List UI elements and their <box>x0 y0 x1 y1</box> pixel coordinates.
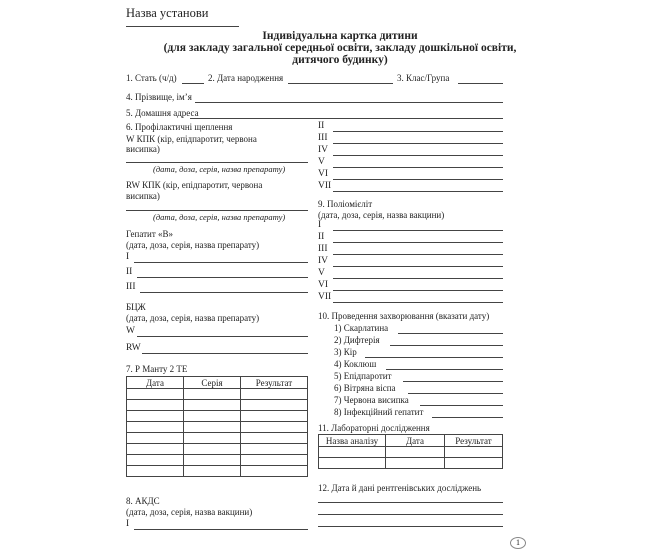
table-cell[interactable] <box>127 422 184 433</box>
class-field[interactable] <box>458 83 503 84</box>
column-header: Результат <box>445 435 503 447</box>
polio-dose-iii-label: III <box>318 244 328 254</box>
table-cell[interactable] <box>184 389 241 400</box>
address-field[interactable] <box>190 118 503 119</box>
rw-kpk-field[interactable] <box>126 210 308 211</box>
xray-field-1[interactable] <box>318 502 503 503</box>
title-line-2: (для закладу загальної середньої освіти, закладу дошкільної освіти, <box>163 42 517 54</box>
table-cell[interactable] <box>127 455 184 466</box>
xray-field-3[interactable] <box>318 526 503 527</box>
kpk-dose-iv-label: IV <box>318 145 329 155</box>
dtp-dose-1-field[interactable] <box>134 529 308 530</box>
polio-dose-i-label: I <box>318 220 322 230</box>
column-header: Дата <box>386 435 445 447</box>
sex-label: 1. Стать (ч/д) <box>126 73 177 83</box>
hepb-dose-3-label: III <box>126 282 136 292</box>
xray-field-2[interactable] <box>318 514 503 515</box>
bcg-label: БЦЖ <box>126 302 146 312</box>
disease-1-field[interactable] <box>398 333 503 334</box>
kpk-dose-vi-label: VI <box>318 169 329 179</box>
mantoux-heading: 7. Р Манту 2 ТЕ <box>126 364 188 374</box>
w-kpk-label: W КПК (кір, епідпаротит, червона <box>126 134 257 144</box>
table-cell[interactable] <box>127 466 184 477</box>
birth-field[interactable] <box>288 83 393 84</box>
disease-6-field[interactable] <box>408 393 503 394</box>
lab-table <box>318 434 503 469</box>
page-number: 1 <box>510 537 526 549</box>
kpk-dose-iv-field[interactable] <box>333 155 503 156</box>
title-line-3: дитячого будинку) <box>292 54 388 66</box>
bcg-hint: (дата, доза, серія, назва препарату) <box>126 313 260 323</box>
dtp-hint: (дата, доза, серія, назва вакцини) <box>126 507 253 517</box>
polio-dose-iv-label: IV <box>318 256 329 266</box>
hepb-dose-3-field[interactable] <box>140 292 308 293</box>
disease-8-field[interactable] <box>432 417 503 418</box>
polio-dose-i-field[interactable] <box>333 230 503 231</box>
kpk-dose-vii-field[interactable] <box>333 191 503 192</box>
table-cell[interactable] <box>386 447 445 458</box>
disease-2-label: 2) Дифтерія <box>334 335 380 345</box>
disease-4-label: 4) Коклюш <box>334 359 377 369</box>
table-row[interactable] <box>319 458 503 469</box>
w-kpk-field[interactable] <box>126 162 308 163</box>
kpk-dose-vii-label: VII <box>318 181 332 191</box>
vaccinations-heading: 6. Профілактичні щеплення <box>126 122 233 132</box>
table-cell[interactable] <box>241 466 308 477</box>
hepb-dose-1-label: I <box>126 252 130 262</box>
table-cell[interactable] <box>184 466 241 477</box>
bcg-w-field[interactable] <box>137 336 308 337</box>
address-label: 5. Домашня адреса <box>126 108 199 118</box>
bcg-rw-field[interactable] <box>142 353 308 354</box>
polio-dose-vi-label: VI <box>318 280 329 290</box>
table-cell[interactable] <box>184 422 241 433</box>
disease-3-field[interactable] <box>365 357 503 358</box>
disease-7-field[interactable] <box>420 405 503 406</box>
table-cell[interactable] <box>184 433 241 444</box>
table-cell[interactable] <box>241 444 308 455</box>
hepatitis-b-hint: (дата, доза, серія, назва препарату) <box>126 240 260 250</box>
polio-dose-vi-field[interactable] <box>333 290 503 291</box>
hepatitis-b-label: Гепатит «В» <box>126 229 174 239</box>
column-header: Дата <box>127 377 184 389</box>
polio-dose-vii-label: VII <box>318 292 332 302</box>
table-cell[interactable] <box>184 400 241 411</box>
table-row[interactable] <box>127 389 308 400</box>
organization-line[interactable] <box>126 26 239 27</box>
disease-8-label: 8) Інфекційний гепатит <box>334 407 424 417</box>
kpk-dose-iii-label: III <box>318 133 328 143</box>
table-row[interactable] <box>127 466 308 477</box>
lab-heading: 11. Лабораторні дослідження <box>318 423 430 433</box>
w-kpk-label-2: висипка) <box>126 144 160 154</box>
table-row[interactable] <box>127 433 308 444</box>
rw-kpk-label: RW КПК (кір, епідпаротит, червона <box>126 180 263 190</box>
mantoux-table <box>126 376 308 477</box>
rw-kpk-label-2: висипка) <box>126 191 160 201</box>
column-header: Серія <box>184 377 241 389</box>
table-cell[interactable] <box>445 458 503 469</box>
hepb-dose-1-field[interactable] <box>134 262 308 263</box>
polio-dose-v-field[interactable] <box>333 278 503 279</box>
table-header-row <box>319 435 503 447</box>
kpk-dose-v-field[interactable] <box>333 167 503 168</box>
hepb-dose-2-field[interactable] <box>137 277 308 278</box>
kpk-dose-vi-field[interactable] <box>333 179 503 180</box>
table-cell[interactable] <box>319 458 386 469</box>
kpk-dose-ii-label: II <box>318 121 325 131</box>
w-kpk-hint: (дата, доза, серія, назва препарату) <box>153 164 286 174</box>
table-row[interactable] <box>127 411 308 422</box>
table-cell[interactable] <box>127 411 184 422</box>
table-cell[interactable] <box>319 447 386 458</box>
table-cell[interactable] <box>127 389 184 400</box>
dtp-heading: 8. АКДС <box>126 496 160 506</box>
table-row[interactable] <box>127 400 308 411</box>
table-cell[interactable] <box>184 411 241 422</box>
table-row[interactable] <box>127 455 308 466</box>
disease-5-label: 5) Епідпаротит <box>334 371 392 381</box>
polio-dose-vii-field[interactable] <box>333 302 503 303</box>
table-cell[interactable] <box>184 455 241 466</box>
kpk-dose-ii-field[interactable] <box>333 131 503 132</box>
table-cell[interactable] <box>127 444 184 455</box>
table-cell[interactable] <box>241 389 308 400</box>
column-header: Результат <box>241 377 308 389</box>
rw-kpk-hint: (дата, доза, серія, назва препарату) <box>153 212 286 222</box>
polio-dose-ii-field[interactable] <box>333 242 503 243</box>
dtp-dose-1-label: I <box>126 519 130 529</box>
disease-2-field[interactable] <box>390 345 503 346</box>
disease-1-label: 1) Скарлатина <box>334 323 389 333</box>
hepb-dose-2-label: II <box>126 267 133 277</box>
table-cell[interactable] <box>241 455 308 466</box>
name-label: 4. Прізвище, ім’я <box>126 92 192 102</box>
polio-dose-iii-field[interactable] <box>333 254 503 255</box>
polio-dose-iv-field[interactable] <box>333 266 503 267</box>
sex-field[interactable] <box>182 83 204 84</box>
kpk-dose-v-label: V <box>318 157 325 167</box>
polio-heading: 9. Поліомієліт <box>318 199 373 209</box>
table-cell[interactable] <box>184 444 241 455</box>
table-cell[interactable] <box>445 447 503 458</box>
table-row[interactable] <box>127 444 308 455</box>
table-cell[interactable] <box>241 411 308 422</box>
xray-heading: 12. Дата й дані рентгенівських досліджень <box>318 483 482 493</box>
table-cell[interactable] <box>386 458 445 469</box>
bcg-w-label: W <box>126 326 135 336</box>
disease-4-field[interactable] <box>386 369 503 370</box>
table-cell[interactable] <box>241 433 308 444</box>
column-header: Назва аналізу <box>319 435 386 447</box>
table-cell[interactable] <box>241 400 308 411</box>
kpk-dose-iii-field[interactable] <box>333 143 503 144</box>
name-field[interactable] <box>195 102 503 103</box>
table-cell[interactable] <box>241 422 308 433</box>
table-row[interactable] <box>127 422 308 433</box>
disease-7-label: 7) Червона висипка <box>334 395 409 405</box>
title-line-1: Індивідуальна картка дитини <box>262 30 418 42</box>
page-title <box>150 30 530 66</box>
birth-label: 2. Дата народження <box>208 73 284 83</box>
organization-label: Назва установи <box>126 6 209 20</box>
table-cell[interactable] <box>127 433 184 444</box>
disease-6-label: 6) Вітряна віспа <box>334 383 396 393</box>
diseases-heading: 10. Проведення захворювання (вказати дату) <box>318 311 490 321</box>
class-label: 3. Клас/Група <box>397 73 450 83</box>
disease-5-field[interactable] <box>403 381 503 382</box>
polio-hint: (дата, доза, серія, назва вакцини) <box>318 210 445 220</box>
table-header-row <box>127 377 308 389</box>
disease-3-label: 3) Кір <box>334 347 357 357</box>
polio-dose-v-label: V <box>318 268 325 278</box>
table-row[interactable] <box>319 447 503 458</box>
polio-dose-ii-label: II <box>318 232 325 242</box>
table-cell[interactable] <box>127 400 184 411</box>
bcg-rw-label: RW <box>126 343 141 353</box>
